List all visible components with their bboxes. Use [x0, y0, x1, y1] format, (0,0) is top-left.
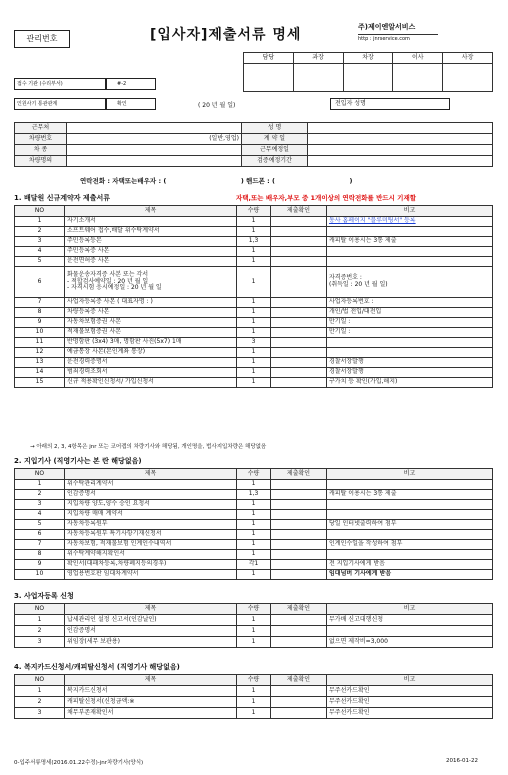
row-title: 자동차보험증권 사본	[65, 318, 237, 328]
col-remark: 비고	[327, 604, 493, 615]
row-qty: 각1	[237, 560, 271, 570]
table-row	[15, 490, 493, 500]
receipt-agency-label: 접수 기관 (수리부서)	[14, 78, 106, 90]
section1-note: 자택,또는 배우자,부모 중 1개이상의 연락전화를 반드시 기재할	[236, 194, 417, 202]
row-qty: 3	[237, 338, 271, 348]
table-row	[15, 560, 493, 570]
row-submit-check[interactable]	[271, 318, 327, 328]
table-row	[15, 500, 493, 510]
approval-header: 사장	[443, 53, 493, 64]
row-qty: 1	[237, 686, 271, 697]
footer-date: 2016-01-22	[446, 758, 478, 764]
contact-home-label: 연락전화 : 자택또는배우자 : (	[80, 177, 167, 185]
name-value[interactable]	[308, 123, 493, 134]
row-remark	[327, 530, 493, 540]
row-title: 예금통장 사본(본인계좌 통장)	[65, 348, 237, 358]
row-no: 4	[15, 510, 65, 520]
row-submit-check[interactable]	[271, 615, 327, 626]
approval-header: 과장	[293, 53, 343, 64]
table-row	[15, 217, 493, 227]
row-remark: 무주선카드확인	[327, 708, 493, 719]
section1-table	[14, 205, 493, 388]
approval-sign-box[interactable]	[393, 64, 443, 92]
table-row	[15, 348, 493, 358]
row-no: 4	[15, 247, 65, 257]
table-row	[15, 697, 493, 708]
row-remark	[327, 348, 493, 358]
row-submit-check[interactable]	[271, 267, 327, 298]
col-no: NO	[15, 604, 65, 615]
row-no: 6	[15, 530, 65, 540]
contract-date-value[interactable]	[308, 134, 493, 145]
table-row	[15, 298, 493, 308]
row-remark: 사업자등록번호 :	[327, 298, 493, 308]
row-no: 11	[15, 338, 65, 348]
table-row	[15, 530, 493, 540]
work-start-value[interactable]	[308, 145, 493, 156]
vehicle-owner-label: 차량명의	[15, 156, 67, 167]
section1-footnote: → 아래의 2, 3, 4항목은 jnr 또는 코어캡의 차량기사와 해당됨, 개인명을, 법사지입차량은 해당없음	[30, 444, 267, 450]
document-title: [입사자]제출서류 명세	[150, 27, 302, 43]
company-url: http : jnrservice.com	[358, 34, 438, 42]
management-number-label: 관리번호	[14, 30, 70, 48]
row-qty: 1	[237, 510, 271, 520]
row-no: 9	[15, 560, 65, 570]
table-row	[15, 480, 493, 490]
table-row	[15, 267, 493, 298]
col-qty: 수량	[237, 675, 271, 686]
row-qty: 1	[237, 520, 271, 530]
personnel-label: 인원사기 통관관계	[14, 98, 106, 110]
row-submit-check[interactable]	[271, 378, 327, 388]
row-remark-link[interactable]: 동사 홈페이지 "블루미팅서" 등록	[327, 217, 493, 227]
row-qty: 1	[237, 318, 271, 328]
col-remark: 비고	[327, 469, 493, 480]
contact-close: )	[349, 177, 353, 185]
table-row	[15, 237, 493, 247]
row-title: 신규 적용확인신청서/ 가입신청서	[65, 378, 237, 388]
vehicle-info-table	[14, 122, 493, 167]
row-title: 위수탁계약해지확인서	[65, 550, 237, 560]
row-qty: 1	[237, 358, 271, 368]
row-title: 영업용번호판 임대차계약서	[65, 570, 237, 580]
row-qty: 1	[237, 348, 271, 358]
row-submit-check[interactable]	[271, 697, 327, 708]
row-remark: 무주선카드확인	[327, 686, 493, 697]
row-no: 2	[15, 697, 65, 708]
table-row	[15, 708, 493, 719]
row-qty: 1	[237, 708, 271, 719]
contact-line	[80, 176, 353, 185]
row-remark-main: 자격증번호 :	[329, 274, 362, 282]
contact-mobile-label: ) 핸드폰 : (	[240, 177, 275, 185]
table-row	[15, 540, 493, 550]
row-no: 2	[15, 227, 65, 237]
row-title: 지입차량 양도,양수 승인 요청서	[65, 500, 237, 510]
row-title: 주민등록등본	[65, 237, 237, 247]
col-qty: 수량	[237, 604, 271, 615]
row-remark: 당일 인터넷출력하여 첨부	[327, 520, 493, 530]
inspection-label: 검증예정기간	[242, 156, 308, 167]
row-qty: 1	[237, 570, 271, 580]
row-no: 9	[15, 318, 65, 328]
table-row	[15, 637, 493, 648]
approval-table	[243, 52, 493, 92]
row-remark: 없으면 제작비=3,000	[327, 637, 493, 648]
workplace-label: 근무처	[15, 123, 67, 134]
table-row	[15, 358, 493, 368]
row-submit-check[interactable]	[271, 298, 327, 308]
row-title: 범죄경력조회서	[65, 368, 237, 378]
row-title: 인감증명서	[65, 490, 237, 500]
work-start-label: 근무예정일	[242, 145, 308, 156]
row-qty: 1	[237, 368, 271, 378]
row-title: 차량등록증 사본	[65, 308, 237, 318]
row-submit-check[interactable]	[271, 348, 327, 358]
row-qty: 1	[237, 298, 271, 308]
row-submit-check[interactable]	[271, 550, 327, 560]
row-remark	[327, 510, 493, 520]
row-title: 운전면허증 사본	[65, 257, 237, 267]
row-qty: 1	[237, 247, 271, 257]
row-no: 15	[15, 378, 65, 388]
row-remark	[327, 500, 493, 510]
row-no: 10	[15, 328, 65, 338]
table-row	[15, 328, 493, 338]
table-row	[15, 570, 493, 580]
row-title: 적재물보험증권 사본	[65, 328, 237, 338]
receipt-agency-value: #-2	[106, 78, 156, 90]
footer-doc-id: 0-입주서류명세(2016.01.22수정)-jnr차량기사(양식)	[14, 760, 144, 766]
row-submit-check[interactable]	[271, 257, 327, 267]
plate-number-value[interactable]: (일반,영업)	[67, 134, 242, 145]
col-title: 제목	[65, 604, 237, 615]
table-row	[15, 686, 493, 697]
row-submit-check[interactable]	[271, 338, 327, 348]
row-submit-check[interactable]	[271, 490, 327, 500]
table-row	[15, 257, 493, 267]
approval-sign-box[interactable]	[443, 64, 493, 92]
row-submit-check[interactable]	[271, 308, 327, 318]
row-qty: 1	[237, 540, 271, 550]
col-no: NO	[15, 469, 65, 480]
workplace-value[interactable]	[67, 123, 242, 134]
row-title: 자기소개서	[65, 217, 237, 227]
transferee-name-label: 전입자 성명	[330, 98, 450, 110]
row-submit-check[interactable]	[271, 530, 327, 540]
row-submit-check[interactable]	[271, 626, 327, 637]
row-qty: 1	[237, 637, 271, 648]
row-title: 자동차보험, 적재물보험 인계인수내역서	[65, 540, 237, 550]
row-remark: 인계인수일을 작성하여 첨부	[327, 540, 493, 550]
row-remark	[327, 480, 493, 490]
table-row	[15, 615, 493, 626]
row-remark: 만기일 :	[327, 328, 493, 338]
row-qty: 1	[237, 227, 271, 237]
section1-title: 1. 배달원 신규계약자 제출서류	[14, 194, 110, 202]
col-remark: 비고	[327, 206, 493, 217]
plate-number-label: 차량번호	[15, 134, 67, 145]
row-submit-check[interactable]	[271, 328, 327, 338]
row-no: 1	[15, 615, 65, 626]
row-qty: 1,3	[237, 490, 271, 500]
row-qty: 1	[237, 550, 271, 560]
vehicle-type-value[interactable]	[67, 145, 242, 156]
row-qty: 1,3	[237, 237, 271, 247]
confirm-label: 확인	[106, 98, 156, 110]
approval-header: 담당	[244, 53, 294, 64]
date-field[interactable]: ( 20 년 월 일)	[198, 102, 236, 109]
row-no: 3	[15, 637, 65, 648]
row-remark: 캐피탈 이용시는 3통 제출	[327, 237, 493, 247]
table-row	[15, 338, 493, 348]
inspection-value[interactable]	[308, 156, 493, 167]
approval-sign-box[interactable]	[293, 64, 343, 92]
row-submit-check[interactable]	[271, 227, 327, 237]
row-title: 운전경력증명서	[65, 358, 237, 368]
row-remark	[327, 257, 493, 267]
table-row	[15, 378, 493, 388]
row-no: 1	[15, 686, 65, 697]
row-no: 2	[15, 626, 65, 637]
section4-table	[14, 674, 493, 719]
row-submit-check[interactable]	[271, 500, 327, 510]
col-remark: 비고	[327, 675, 493, 686]
row-qty: 1	[237, 328, 271, 338]
approval-sign-box[interactable]	[343, 64, 393, 92]
row-no: 7	[15, 298, 65, 308]
row-title: 위수탁관리계약서	[65, 480, 237, 490]
vehicle-type-label: 차 종	[15, 145, 67, 156]
row-remark	[327, 227, 493, 237]
table-row	[15, 550, 493, 560]
row-no: 1	[15, 217, 65, 227]
company-name: 주)제이엔알서비스	[358, 23, 416, 31]
row-title: 지입차량 매매 계약서	[65, 510, 237, 520]
col-qty: 수량	[237, 206, 271, 217]
col-title: 제목	[65, 469, 237, 480]
row-submit-check[interactable]	[271, 520, 327, 530]
table-row	[15, 227, 493, 237]
row-qty: 1	[237, 308, 271, 318]
row-remark	[327, 247, 493, 257]
vehicle-owner-value[interactable]	[67, 156, 242, 167]
row-qty: 1	[237, 480, 271, 490]
table-row	[15, 247, 493, 257]
row-title: 캐피탈신청서(신청금액:※	[65, 697, 237, 708]
approval-header: 이사	[393, 53, 443, 64]
row-submit-check[interactable]	[271, 540, 327, 550]
row-no: 8	[15, 550, 65, 560]
row-no: 14	[15, 368, 65, 378]
row-title-sub: - 적합검사예약일 : 20 년 월 일	[67, 277, 149, 285]
approval-header: 차장	[343, 53, 393, 64]
row-title: 사업자등록증 사본 ( 대표자명 : )	[65, 298, 237, 308]
row-no: 5	[15, 520, 65, 530]
row-no: 1	[15, 480, 65, 490]
row-no: 10	[15, 570, 65, 580]
table-row	[15, 626, 493, 637]
row-remark: 경찰서장발행	[327, 358, 493, 368]
row-submit-check[interactable]	[271, 570, 327, 580]
row-remark: 경찰서장발행	[327, 368, 493, 378]
table-row	[15, 520, 493, 530]
name-label: 성 명	[242, 123, 308, 134]
row-remark: 무주선카드확인	[327, 697, 493, 708]
row-title: 자동차등록원부 특기사항기재신청서	[65, 530, 237, 540]
table-row	[15, 308, 493, 318]
table-row	[15, 368, 493, 378]
row-qty: 1	[237, 257, 271, 267]
row-title: 주민등록증 사본	[65, 247, 237, 257]
col-submit: 제출확인	[271, 469, 327, 480]
row-qty: 1	[237, 626, 271, 637]
row-submit-check[interactable]	[271, 368, 327, 378]
row-title-sub: - 자격시험 응시예정일 : 20 년 월 일	[67, 284, 162, 292]
row-qty: 1	[237, 530, 271, 540]
row-remark	[327, 626, 493, 637]
row-title: 확인서(대패차등록,차량폐지등의경우)	[65, 560, 237, 570]
col-submit: 제출확인	[271, 675, 327, 686]
row-no: 13	[15, 358, 65, 368]
row-qty: 1	[237, 267, 271, 298]
row-qty: 1	[237, 217, 271, 227]
row-title: 납세관리인 설정 신고서(인감날인)	[65, 615, 237, 626]
row-title: 자동차등록원부	[65, 520, 237, 530]
section4-title: 4. 복지카드신청서/캐피탈신청서 (직영기사 해당없음)	[14, 663, 180, 671]
row-title: 반명함판 (3x4) 3매, 명함판 사진(5x7) 1매	[65, 338, 237, 348]
row-remark: 구가치 등 확인(가입,해지)	[327, 378, 493, 388]
row-title: 소프트웨어 접수,배달 위수탁계약서	[65, 227, 237, 237]
approval-sign-box[interactable]	[244, 64, 294, 92]
row-no: 6	[15, 267, 65, 298]
col-no: NO	[15, 206, 65, 217]
row-title-main: 화물운송자격증 사본 또는 각서	[67, 271, 149, 279]
row-submit-check[interactable]	[271, 247, 327, 257]
table-row	[15, 510, 493, 520]
row-submit-check[interactable]	[271, 358, 327, 368]
col-title: 제목	[65, 206, 237, 217]
section2-table	[14, 468, 493, 580]
row-no: 3	[15, 708, 65, 719]
row-remark-sub: (취득일 : 20 년 월 일)	[329, 281, 388, 288]
row-remark: 캐피탈 이용시는 3통 제출	[327, 490, 493, 500]
row-qty: 1	[237, 500, 271, 510]
row-qty: 1	[237, 615, 271, 626]
row-submit-check[interactable]	[271, 510, 327, 520]
row-title: 위임장(세무 보관용)	[65, 637, 237, 648]
contract-date-label: 계 약 일	[242, 134, 308, 145]
row-remark	[327, 267, 493, 298]
row-remark: 전 지입기사에게 받음	[327, 560, 493, 570]
row-remark: 무가배 신고대행신청	[327, 615, 493, 626]
col-title: 제목	[65, 675, 237, 686]
col-no: NO	[15, 675, 65, 686]
section3-table	[14, 603, 493, 648]
row-title: 인감증명서	[65, 626, 237, 637]
row-submit-check[interactable]	[271, 237, 327, 247]
row-remark: 개인/법 전입/대전입	[327, 308, 493, 318]
row-submit-check[interactable]	[271, 480, 327, 490]
row-no: 3	[15, 237, 65, 247]
col-submit: 제출확인	[271, 604, 327, 615]
row-submit-check[interactable]	[271, 217, 327, 227]
row-title	[65, 267, 237, 298]
row-remark: 임대넘버 기사에게 받음	[327, 570, 493, 580]
row-submit-check[interactable]	[271, 708, 327, 719]
row-qty: 1	[237, 378, 271, 388]
row-title: 복지카드신청서	[65, 686, 237, 697]
col-qty: 수량	[237, 469, 271, 480]
table-row	[15, 318, 493, 328]
row-submit-check[interactable]	[271, 686, 327, 697]
row-remark: 만기일 :	[327, 318, 493, 328]
section2-title: 2. 지입기사 (직영기사는 본 란 해당없음)	[14, 457, 142, 465]
row-no: 5	[15, 257, 65, 267]
section3-title: 3. 사업자등록 신청	[14, 592, 74, 600]
row-no: 2	[15, 490, 65, 500]
row-no: 3	[15, 500, 65, 510]
row-submit-check[interactable]	[271, 560, 327, 570]
row-submit-check[interactable]	[271, 637, 327, 648]
row-title: 채무부존재확인서	[65, 708, 237, 719]
row-no: 12	[15, 348, 65, 358]
row-no: 7	[15, 540, 65, 550]
row-remark	[327, 550, 493, 560]
col-submit: 제출확인	[271, 206, 327, 217]
row-no: 8	[15, 308, 65, 318]
row-remark	[327, 338, 493, 348]
row-qty: 1	[237, 697, 271, 708]
